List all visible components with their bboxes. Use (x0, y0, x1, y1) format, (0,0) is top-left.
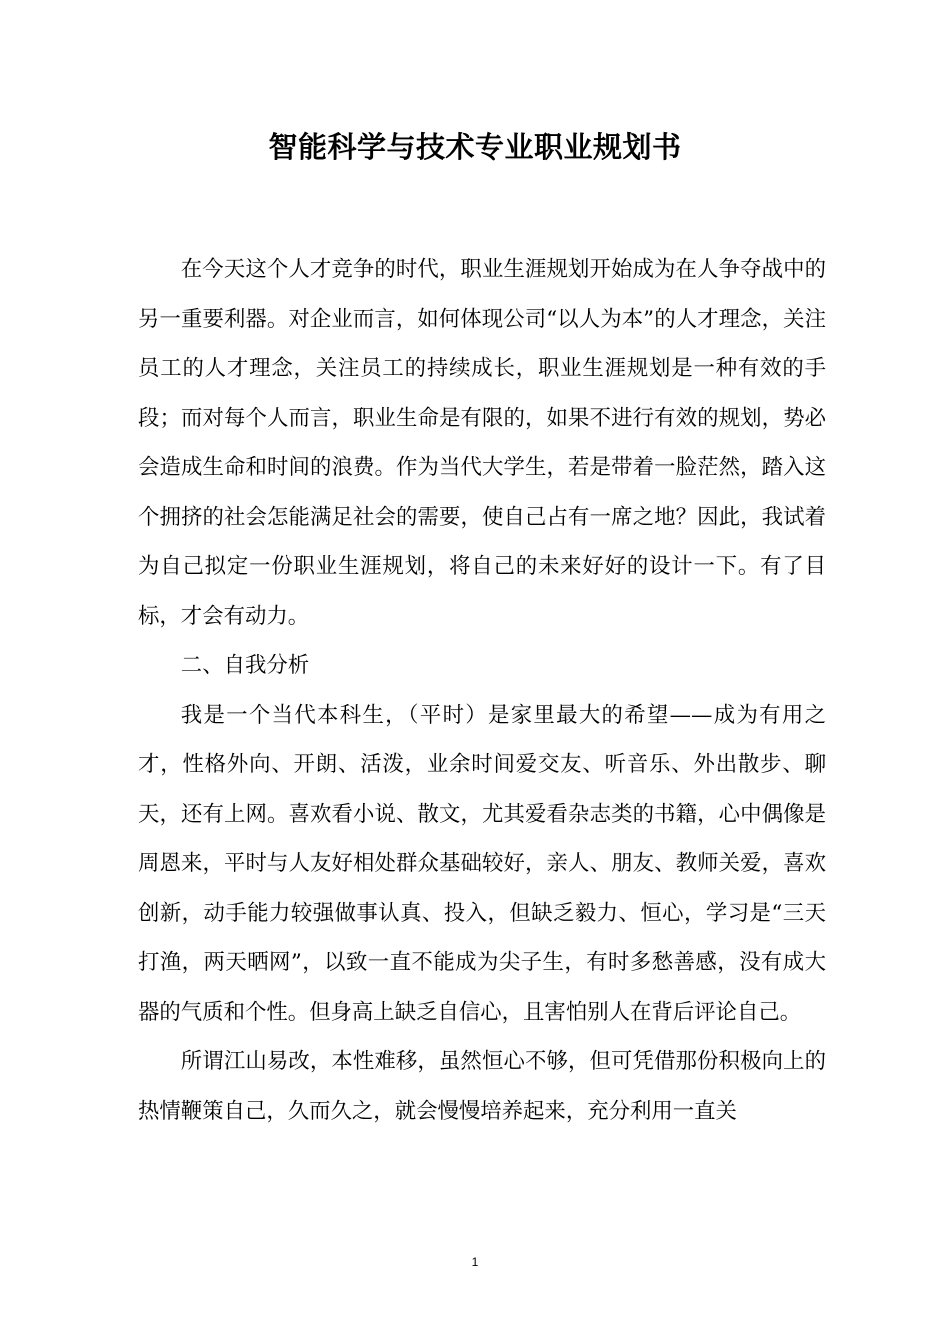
paragraph-intro: 在今天这个人才竞争的时代，职业生涯规划开始成为在人争夺战中的另一重要利器。对企业而言，如何体现公司“以人为本”的人才理念，关注员工的人才理念，关注员工的持续成长，职业生涯规划是一种有效的手段；而对每个人而言，职业生命是有限的，如果不进行有效的规划，势必会造成生命和时间的浪费。作为当代大学生，若是带着一脸茫然，踏入这个拥挤的社会怎能满足社会的需要，使自己占有一席之地？因此，我试着为自己拟定一份职业生涯规划，将自己的未来好好的设计一下。有了目标，才会有动力。 (138, 257, 826, 629)
page-number: 1 (471, 1255, 479, 1269)
paragraph-continuation: 所谓江山易改，本性难移，虽然恒心不够，但可凭借那份积极向上的热情鞭策自己，久而久之，就会慢慢培养起来，充分利用一直关 (138, 1049, 826, 1124)
section-heading-self-analysis: 二、自我分析 (180, 653, 310, 678)
paragraph-self-analysis: 我是一个当代本科生，（平时）是家里最大的希望——成为有用之才，性格外向、开朗、活泼，业余时间爱交友、听音乐、外出散步、聊天，还有上网。喜欢看小说、散文，尤其爱看杂志类的书籍，心中偶像是周恩来，平时与人友好相处群众基础较好，亲人、朋友、教师关爱，喜欢创新，动手能力较强做事认真、投入，但缺乏毅力、恒心，学习是“三天打渔，两天晒网”，以致一直不能成为尖子生，有时多愁善感，没有成大器的气质和个性。但身高上缺乏自信心，且害怕别人在背后评论自己。 (138, 702, 826, 1025)
document-body (138, 245, 826, 1136)
document-title: 智能科学与技术专业职业规划书 (268, 130, 682, 164)
